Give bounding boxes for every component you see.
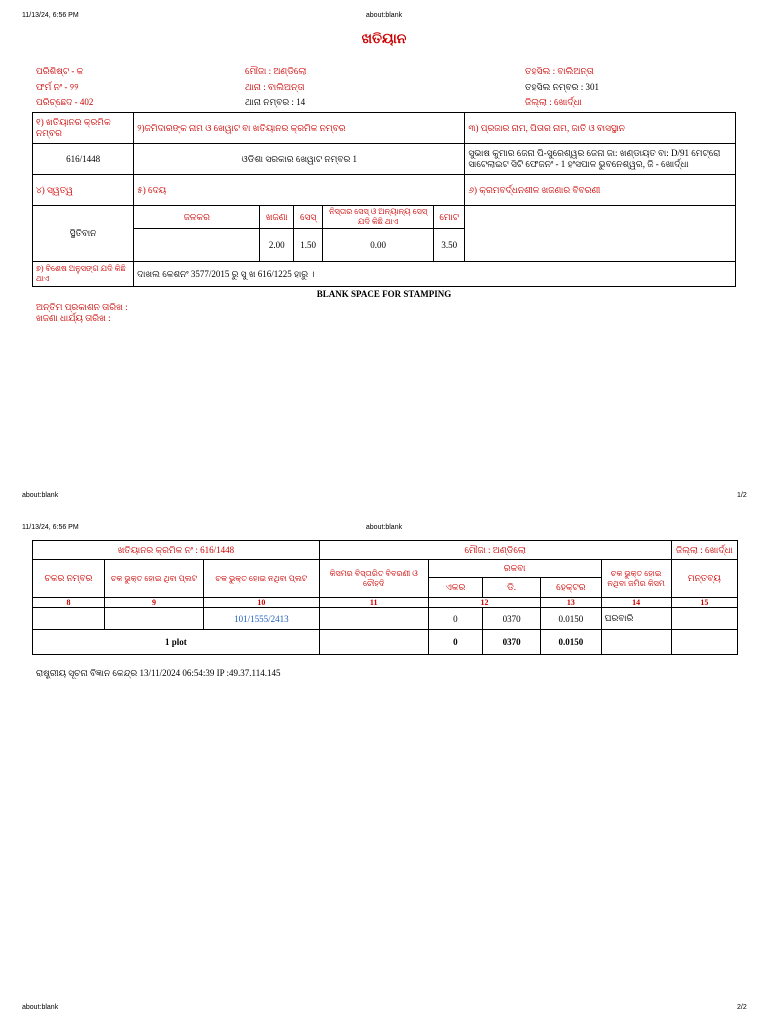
page-title: ଖତିୟାନ [361, 32, 407, 47]
dues-khajana: 2.00 [260, 229, 293, 262]
dues-total: 3.50 [433, 229, 464, 262]
khatiyan-table [32, 112, 736, 287]
dues-header-khajana: ଖଜଣା [260, 206, 293, 229]
form-label: ଫର୍ମ ନଂ - ୨୨ [36, 82, 79, 92]
col-hectare: ହେକ୍ଟର [541, 578, 601, 598]
tahasil-number: ତହସିଲ ନମ୍ବର : 301 [525, 82, 600, 92]
footer-page-number: 1/2 [737, 492, 747, 499]
print-datetime: 11/13/24, 6:56 PM [22, 12, 79, 19]
khatiyan-no-value: 616/1448 [33, 144, 134, 175]
row-kisam: ଘରବାରି [601, 608, 671, 630]
final-publication-date: ଅନ୍ତିମ ପ୍ରକାଶନ ତାରିଖ : [36, 302, 128, 312]
dues-header-cess: ସେସ୍ [293, 206, 322, 229]
dues-cess: 1.50 [293, 229, 322, 262]
footer-url-2: about:blank [22, 1004, 59, 1011]
row-chaka-number [33, 608, 105, 630]
dues-jalakara [134, 229, 260, 262]
paricheda-label: ପରିଚ୍ଛେଦ - 402 [36, 97, 94, 107]
zamindar-header: ୨)ଜମିଦାରଙ୍କ ନାମ ଓ ଖେୱାଟ ବା ଖତିୟାନର କ୍ରମିକ ନମ୍ବର [134, 113, 465, 144]
rent-details-header: ୬) କ୍ରମବର୍ଦ୍ଧନଶୀଳ ଖଜଣାର ବିବରଣୀ [465, 175, 736, 206]
col-area: ରକବା [428, 560, 601, 578]
plot-link[interactable]: 101/1555/2413 [204, 608, 320, 630]
total-kisam-details [319, 630, 428, 655]
col-kisam-details: କିସମର ବିସ୍ତାରିତ ବିବରଣୀ ଓ ଚୌହଦି [319, 560, 428, 598]
row-acre: 0 [428, 608, 482, 630]
sthitiban-label: ସ୍ଥିତିବାନ [33, 206, 134, 262]
row-decimal: 0370 [483, 608, 541, 630]
tenant-line-2: ସାଟେଲାଇଟ ସିଟି ଫେଜନଂ - 1 ହଂସପାଳ ଭୁବନେଶ୍ୱର, ଜି - ଖୋର୍ଦ୍ଧା [468, 159, 689, 169]
total-row [33, 630, 738, 655]
rent-details-value [465, 206, 736, 262]
col-non-chaka-plot: ଚକ ଭୁକ୍ତ ହୋଇ ନଥିବା ପ୍ଲଟ [204, 560, 320, 598]
parisishta-label: ପରିଶିଷ୍ଟ - କ [36, 66, 84, 76]
thana-number: ଥାନା ନମ୍ବର : 14 [245, 97, 306, 107]
dues-header-total: ମୋଟ [433, 206, 464, 229]
zamindar-value: ଓଡିଶା ସରକାର ଖେୱାଟ ନମ୍ବର 1 [134, 144, 465, 175]
row-hectare: 0.0150 [541, 608, 601, 630]
footer-url: about:blank [22, 492, 59, 499]
col-number-14: 14 [601, 598, 671, 608]
district-label: ଜିଲ୍ଲା : ଖୋର୍ଦ୍ଧା [525, 97, 582, 107]
deya-header: ୫) ଦେୟ [134, 175, 465, 206]
col-number-12: 12 [428, 598, 540, 608]
print-datetime-2: 11/13/24, 6:56 PM [22, 524, 79, 531]
col-number-13: 13 [541, 598, 601, 608]
col-number-15: 15 [671, 598, 737, 608]
tahasil-label: ତହସିଲ : ବାଲିଅନ୍ତା [525, 66, 594, 76]
total-remarks [671, 630, 737, 655]
col-number-10: 10 [204, 598, 320, 608]
dues-header-jalakara: ଜଳକର [134, 206, 260, 229]
plot-table [32, 540, 738, 655]
khatiyan-no-cell: ଖତିୟାନର କ୍ରମିକ ନଂ : 616/1448 [33, 541, 320, 560]
tenant-header: ୩) ପ୍ରଜାର ନାମ, ପିତାର ନାମ, ଜାତି ଓ ବାସସ୍ଥାନ [465, 113, 736, 144]
rent-fixation-date: ଖଜଣା ଧାର୍ଯ୍ୟ ତାରିଖ : [36, 313, 111, 323]
col-chaka-plot: ଚକ ଭୁକ୍ତ ହୋଇ ଥିବା ପ୍ଲଟ [104, 560, 203, 598]
district-cell: ଜିଲ୍ଲା : ଖୋର୍ଦ୍ଧା [671, 541, 737, 560]
footer-page-number-2: 2/2 [737, 1004, 747, 1011]
row-chaka-plot [104, 608, 203, 630]
col-decimal: ଡି. [483, 578, 541, 598]
thana-label: ଥାନା : ବାଲିଅନ୍ତା [245, 82, 305, 92]
print-url: about:blank [365, 12, 403, 19]
tenant-value [465, 144, 736, 175]
dues-other-cess: 0.00 [323, 229, 434, 262]
total-hectare: 0.0150 [541, 630, 601, 655]
khatiyan-no-header: ୧) ଖତିୟାନର କ୍ରମିକ ନମ୍ବର [33, 113, 134, 144]
total-kisam [601, 630, 671, 655]
col-number-9: 9 [104, 598, 203, 608]
tenant-line-1: ସୁଭାଷ କୁମାର ଜେନା ପି-ସୁରେଶ୍ୱର ଜେନା ଜା: ଖଣ୍ଡାୟତ ବା: D/91 ମେଟ୍ରୋ [468, 148, 721, 158]
table-row [33, 608, 738, 630]
col-remarks: ମନ୍ତବ୍ୟ [671, 560, 737, 598]
row-remarks [671, 608, 737, 630]
total-decimal: 0370 [483, 630, 541, 655]
source-footer: ରାଷ୍ଟ୍ରୀୟ ସୂଚନା ବିଜ୍ଞାନ କେନ୍ଦ୍ର 13/11/2024 06:54:39 IP :49.37.114.145 [36, 668, 281, 678]
dues-header-other-cess: ନିସ୍ତାର ସେସ୍ ଓ ଅନ୍ୟାନ୍ୟ ସେସ୍ ଯଦି କିଛି ଥାଏ [323, 206, 434, 229]
col-number-8: 8 [33, 598, 105, 608]
row-kisam-details [319, 608, 428, 630]
total-label: 1 plot [33, 630, 320, 655]
special-note-label: ୭) ବିଶେଷ ଅନୁସଙ୍ଗ ଯଦି କିଛି ଥାଏ [33, 262, 134, 287]
col-acre: ଏକର [428, 578, 482, 598]
col-number-11: 11 [319, 598, 428, 608]
total-acre: 0 [428, 630, 482, 655]
mouza-cell: ମୌଜା : ଅଣ୍ଡିଲୋ [319, 541, 671, 560]
mouza-label: ମୌଜା : ଅଣ୍ଡିଲୋ [245, 66, 307, 76]
col-chaka-number: ଚକର ନମ୍ବର [33, 560, 105, 598]
col-kisam: ଚକ ଭୁକ୍ତ ହୋଇ ନଥିବା ଜମିର କିସମ [601, 560, 671, 598]
special-note-value: ଦାଖଲ କେଶନଂ 3577/2015 ରୁ ସୁ ଖ 616/1225 ହାରୁ । [134, 262, 736, 287]
stamping-space: BLANK SPACE FOR STAMPING [316, 289, 452, 299]
swatwa-header: ୪) ସ୍ୱତ୍ୱ [33, 175, 134, 206]
print-url-2: about:blank [365, 524, 403, 531]
